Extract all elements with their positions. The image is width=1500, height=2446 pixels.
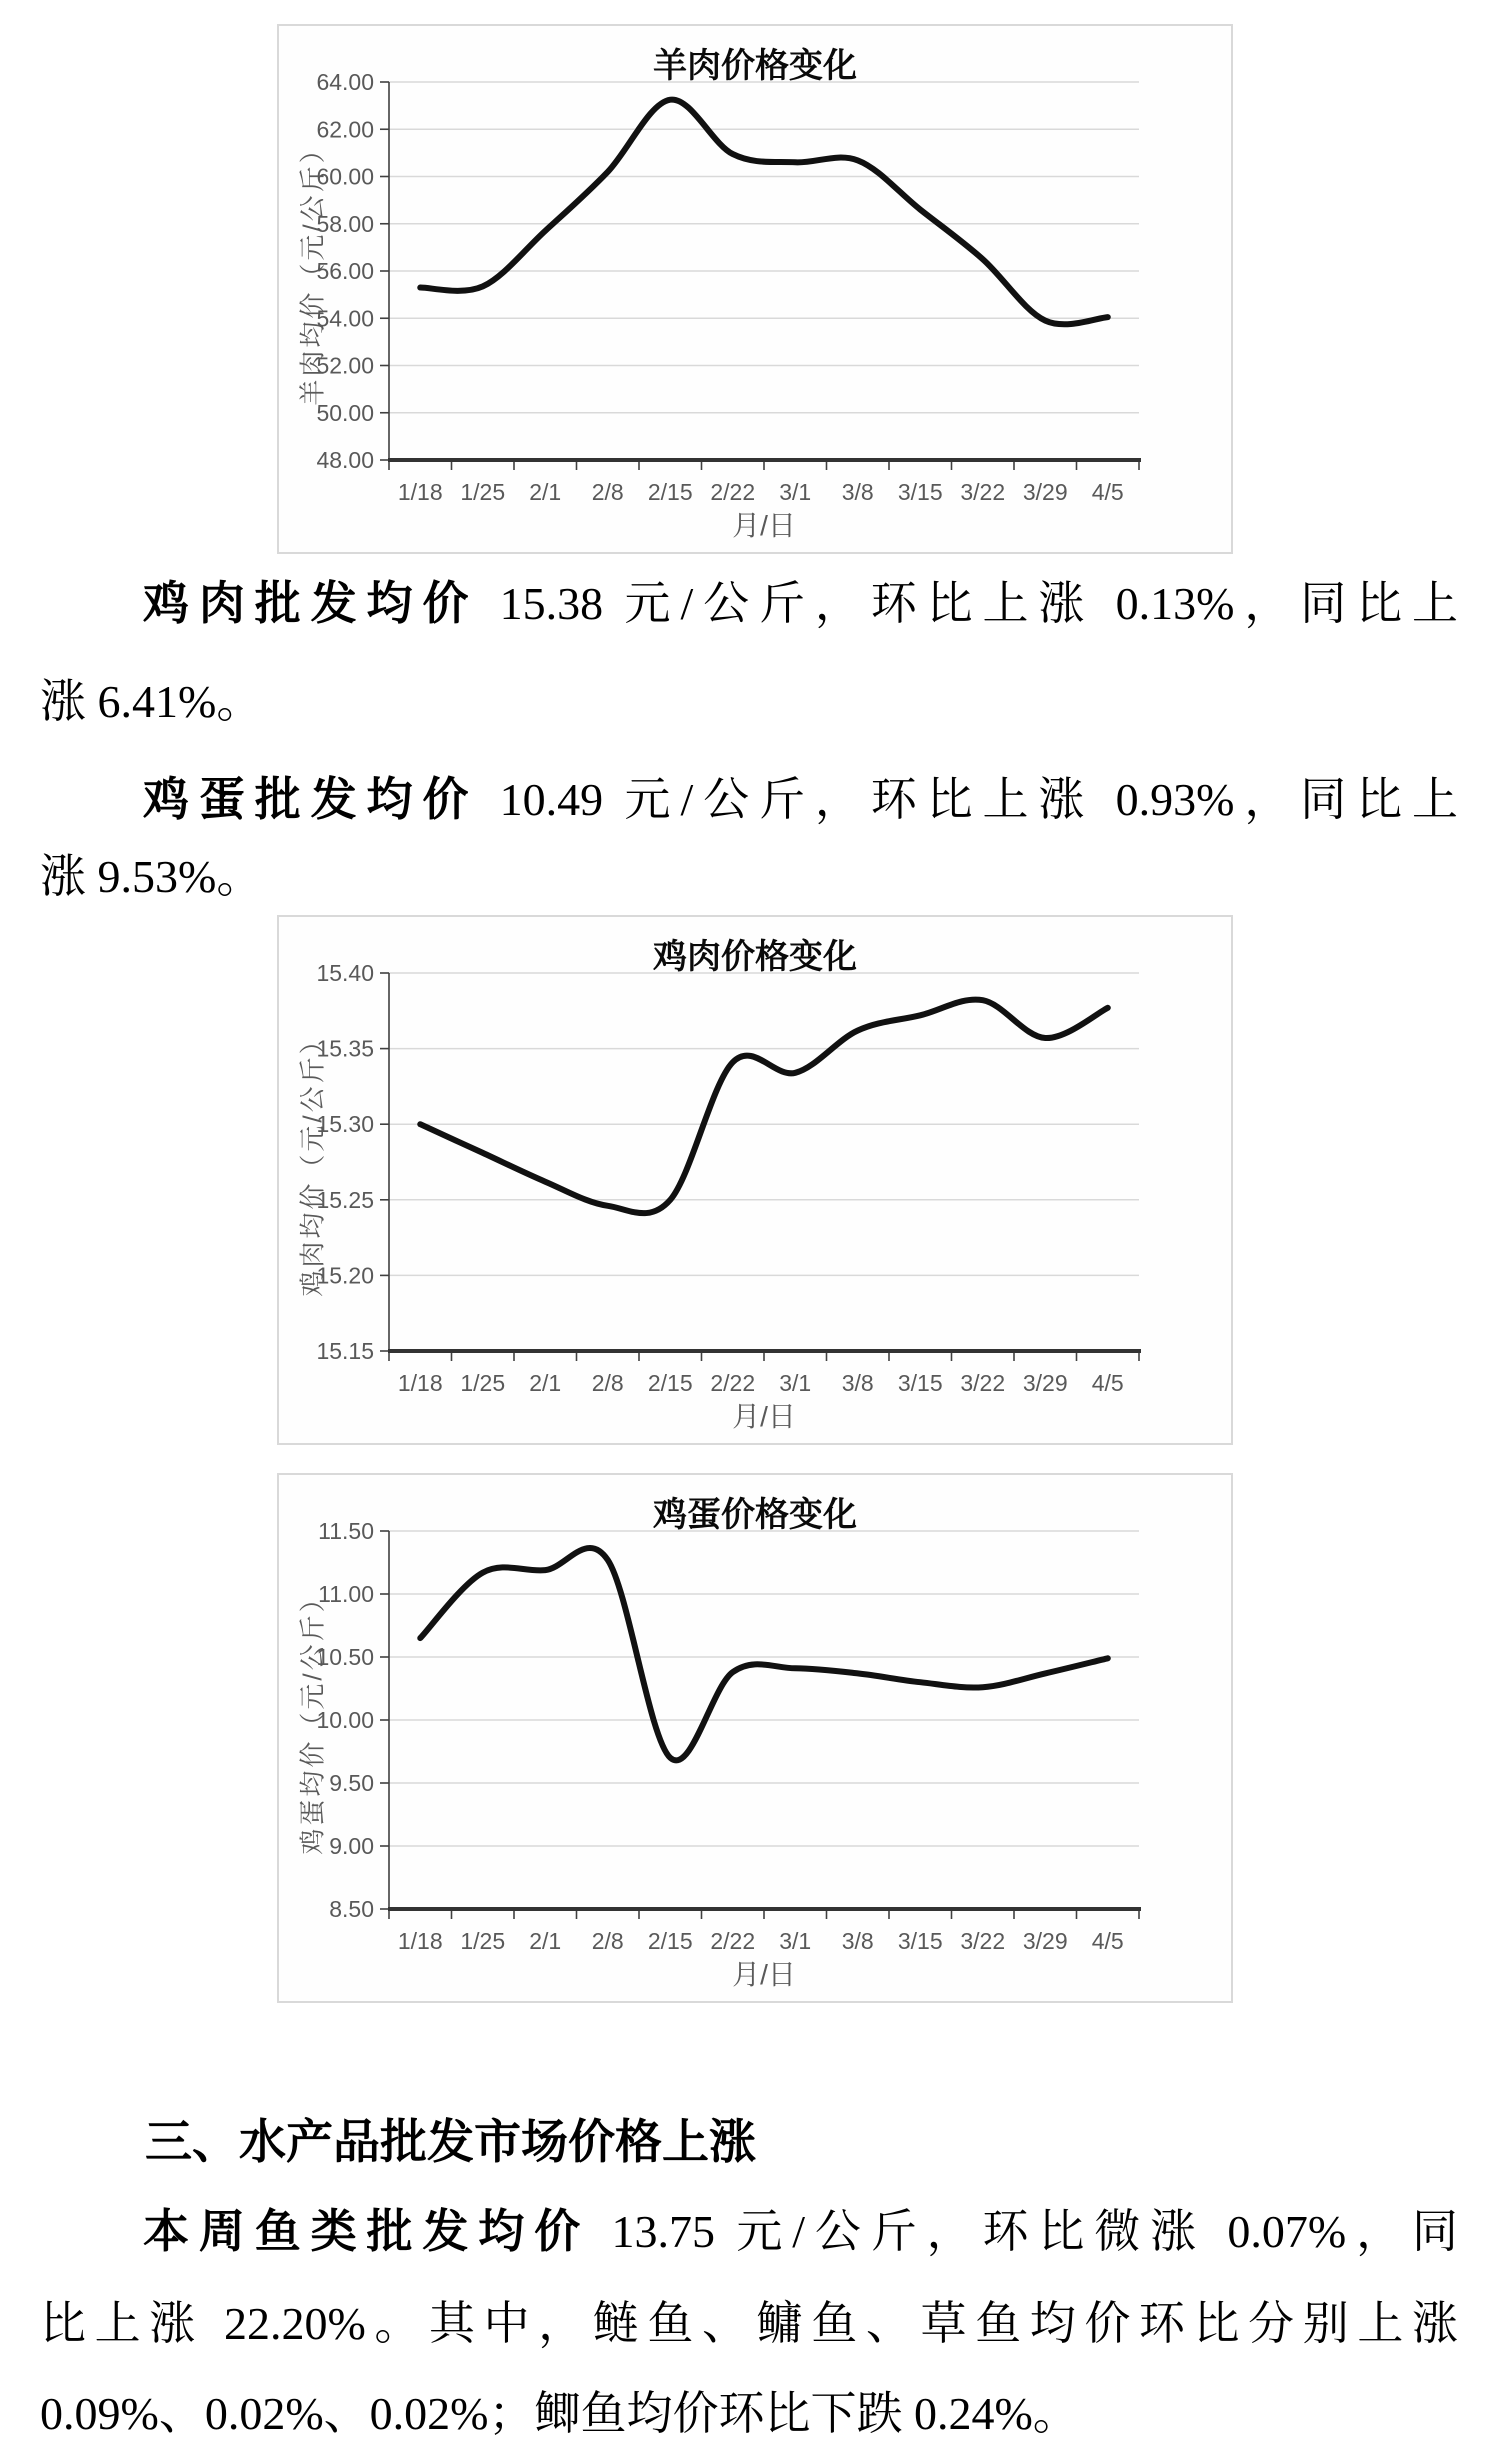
y-axis-title: 鸡肉均价（元/公斤） bbox=[297, 1025, 328, 1297]
svg-text:3/15: 3/15 bbox=[897, 479, 943, 505]
svg-text:3/8: 3/8 bbox=[841, 479, 874, 505]
svg-text:48.00: 48.00 bbox=[316, 447, 374, 473]
lamb-price-chart bbox=[277, 24, 1233, 554]
paragraph-egg-line1 bbox=[40, 768, 1458, 832]
svg-text:2/8: 2/8 bbox=[591, 1370, 624, 1396]
svg-text:2/15: 2/15 bbox=[647, 479, 693, 505]
section-heading: 三、水产品批发市场价格上涨 bbox=[145, 2115, 756, 2168]
bold-run: 鸡蛋批发均价 bbox=[143, 774, 479, 825]
egg-price-chart bbox=[277, 1473, 1233, 2003]
chicken-line-plot bbox=[279, 917, 1231, 1443]
lamb-line-plot bbox=[279, 26, 1231, 552]
text-run: 10.49 元/公斤，环比上涨 0.93%，同比上 bbox=[478, 774, 1458, 825]
svg-text:3/8: 3/8 bbox=[841, 1928, 874, 1954]
svg-text:15.25: 15.25 bbox=[316, 1186, 374, 1213]
svg-text:2/1: 2/1 bbox=[529, 1928, 562, 1954]
svg-text:1/18: 1/18 bbox=[397, 1928, 443, 1954]
chart-title: 羊肉价格变化 bbox=[653, 47, 857, 85]
x-axis-title: 月/日 bbox=[732, 510, 796, 541]
y-axis-title: 鸡蛋均价（元/公斤） bbox=[297, 1583, 328, 1855]
svg-text:1/25: 1/25 bbox=[460, 479, 506, 505]
svg-text:1/25: 1/25 bbox=[460, 1928, 506, 1954]
svg-text:11.00: 11.00 bbox=[318, 1581, 374, 1607]
svg-text:15.30: 15.30 bbox=[316, 1111, 374, 1138]
chart-title: 鸡肉价格变化 bbox=[653, 938, 857, 976]
svg-text:4/5: 4/5 bbox=[1091, 1928, 1124, 1954]
svg-text:3/29: 3/29 bbox=[1022, 479, 1068, 505]
svg-text:2/1: 2/1 bbox=[529, 1370, 562, 1396]
svg-text:54.00: 54.00 bbox=[316, 305, 374, 332]
svg-text:3/1: 3/1 bbox=[779, 479, 812, 505]
svg-text:3/22: 3/22 bbox=[960, 479, 1006, 505]
x-axis-title: 月/日 bbox=[732, 1959, 796, 1990]
svg-text:2/22: 2/22 bbox=[710, 1370, 756, 1396]
svg-text:3/15: 3/15 bbox=[897, 1370, 943, 1396]
bold-run: 本周鱼类批发均价 bbox=[143, 2206, 591, 2257]
svg-text:3/29: 3/29 bbox=[1022, 1928, 1068, 1954]
svg-text:1/18: 1/18 bbox=[397, 479, 443, 505]
svg-text:2/15: 2/15 bbox=[647, 1370, 693, 1396]
svg-text:10.50: 10.50 bbox=[316, 1644, 374, 1670]
paragraph-egg-line2: 涨 9.53%。 bbox=[40, 851, 263, 902]
svg-text:8.50: 8.50 bbox=[329, 1896, 374, 1922]
paragraph-fish-line3: 0.09%、0.02%、0.02%；鲫鱼均价环比下跌 0.24%。 bbox=[40, 2388, 1079, 2439]
svg-text:1/25: 1/25 bbox=[460, 1370, 506, 1396]
paragraph-chicken-line1 bbox=[40, 572, 1458, 636]
y-axis-title: 羊肉均价（元/公斤） bbox=[297, 134, 328, 406]
svg-text:11.50: 11.50 bbox=[318, 1518, 374, 1544]
svg-text:10.00: 10.00 bbox=[316, 1707, 374, 1733]
bold-run: 鸡肉批发均价 bbox=[143, 578, 479, 629]
svg-text:3/29: 3/29 bbox=[1022, 1370, 1068, 1396]
svg-text:2/22: 2/22 bbox=[710, 479, 756, 505]
chart-title: 鸡蛋价格变化 bbox=[653, 1496, 857, 1534]
svg-text:64.00: 64.00 bbox=[316, 69, 374, 95]
paragraph-fish-line2: 比上涨 22.20%。其中，鲢鱼、鳙鱼、草鱼均价环比分别上涨 bbox=[40, 2298, 1458, 2349]
svg-text:15.35: 15.35 bbox=[316, 1035, 374, 1062]
svg-text:56.00: 56.00 bbox=[316, 258, 374, 284]
svg-text:3/15: 3/15 bbox=[897, 1928, 943, 1954]
svg-text:62.00: 62.00 bbox=[316, 116, 374, 143]
svg-text:3/22: 3/22 bbox=[960, 1928, 1006, 1954]
text-run: 13.75 元/公斤，环比微涨 0.07%，同 bbox=[590, 2206, 1459, 2257]
paragraph-fish-line1 bbox=[40, 2200, 1458, 2264]
svg-text:15.15: 15.15 bbox=[316, 1338, 374, 1364]
svg-text:3/8: 3/8 bbox=[841, 1370, 874, 1396]
svg-text:2/8: 2/8 bbox=[591, 1928, 624, 1954]
svg-text:9.50: 9.50 bbox=[329, 1770, 374, 1796]
svg-text:3/1: 3/1 bbox=[779, 1370, 812, 1396]
svg-text:1/18: 1/18 bbox=[397, 1370, 443, 1396]
svg-text:15.40: 15.40 bbox=[316, 960, 374, 986]
svg-text:2/15: 2/15 bbox=[647, 1928, 693, 1954]
chicken-price-chart bbox=[277, 915, 1233, 1445]
svg-text:60.00: 60.00 bbox=[316, 163, 374, 190]
svg-text:52.00: 52.00 bbox=[316, 352, 374, 379]
svg-text:2/22: 2/22 bbox=[710, 1928, 756, 1954]
svg-text:4/5: 4/5 bbox=[1091, 479, 1124, 505]
text-run: 15.38 元/公斤，环比上涨 0.13%，同比上 bbox=[478, 578, 1458, 629]
svg-text:15.20: 15.20 bbox=[316, 1262, 374, 1289]
paragraph-chicken-line2: 涨 6.41%。 bbox=[40, 676, 263, 727]
svg-text:2/8: 2/8 bbox=[591, 479, 624, 505]
svg-text:9.00: 9.00 bbox=[329, 1833, 374, 1859]
svg-text:58.00: 58.00 bbox=[316, 210, 374, 237]
svg-text:3/22: 3/22 bbox=[960, 1370, 1006, 1396]
x-axis-title: 月/日 bbox=[732, 1401, 796, 1432]
svg-text:3/1: 3/1 bbox=[779, 1928, 812, 1954]
egg-line-plot bbox=[279, 1475, 1231, 2001]
svg-text:2/1: 2/1 bbox=[529, 479, 562, 505]
svg-text:50.00: 50.00 bbox=[316, 399, 374, 426]
svg-text:4/5: 4/5 bbox=[1091, 1370, 1124, 1396]
